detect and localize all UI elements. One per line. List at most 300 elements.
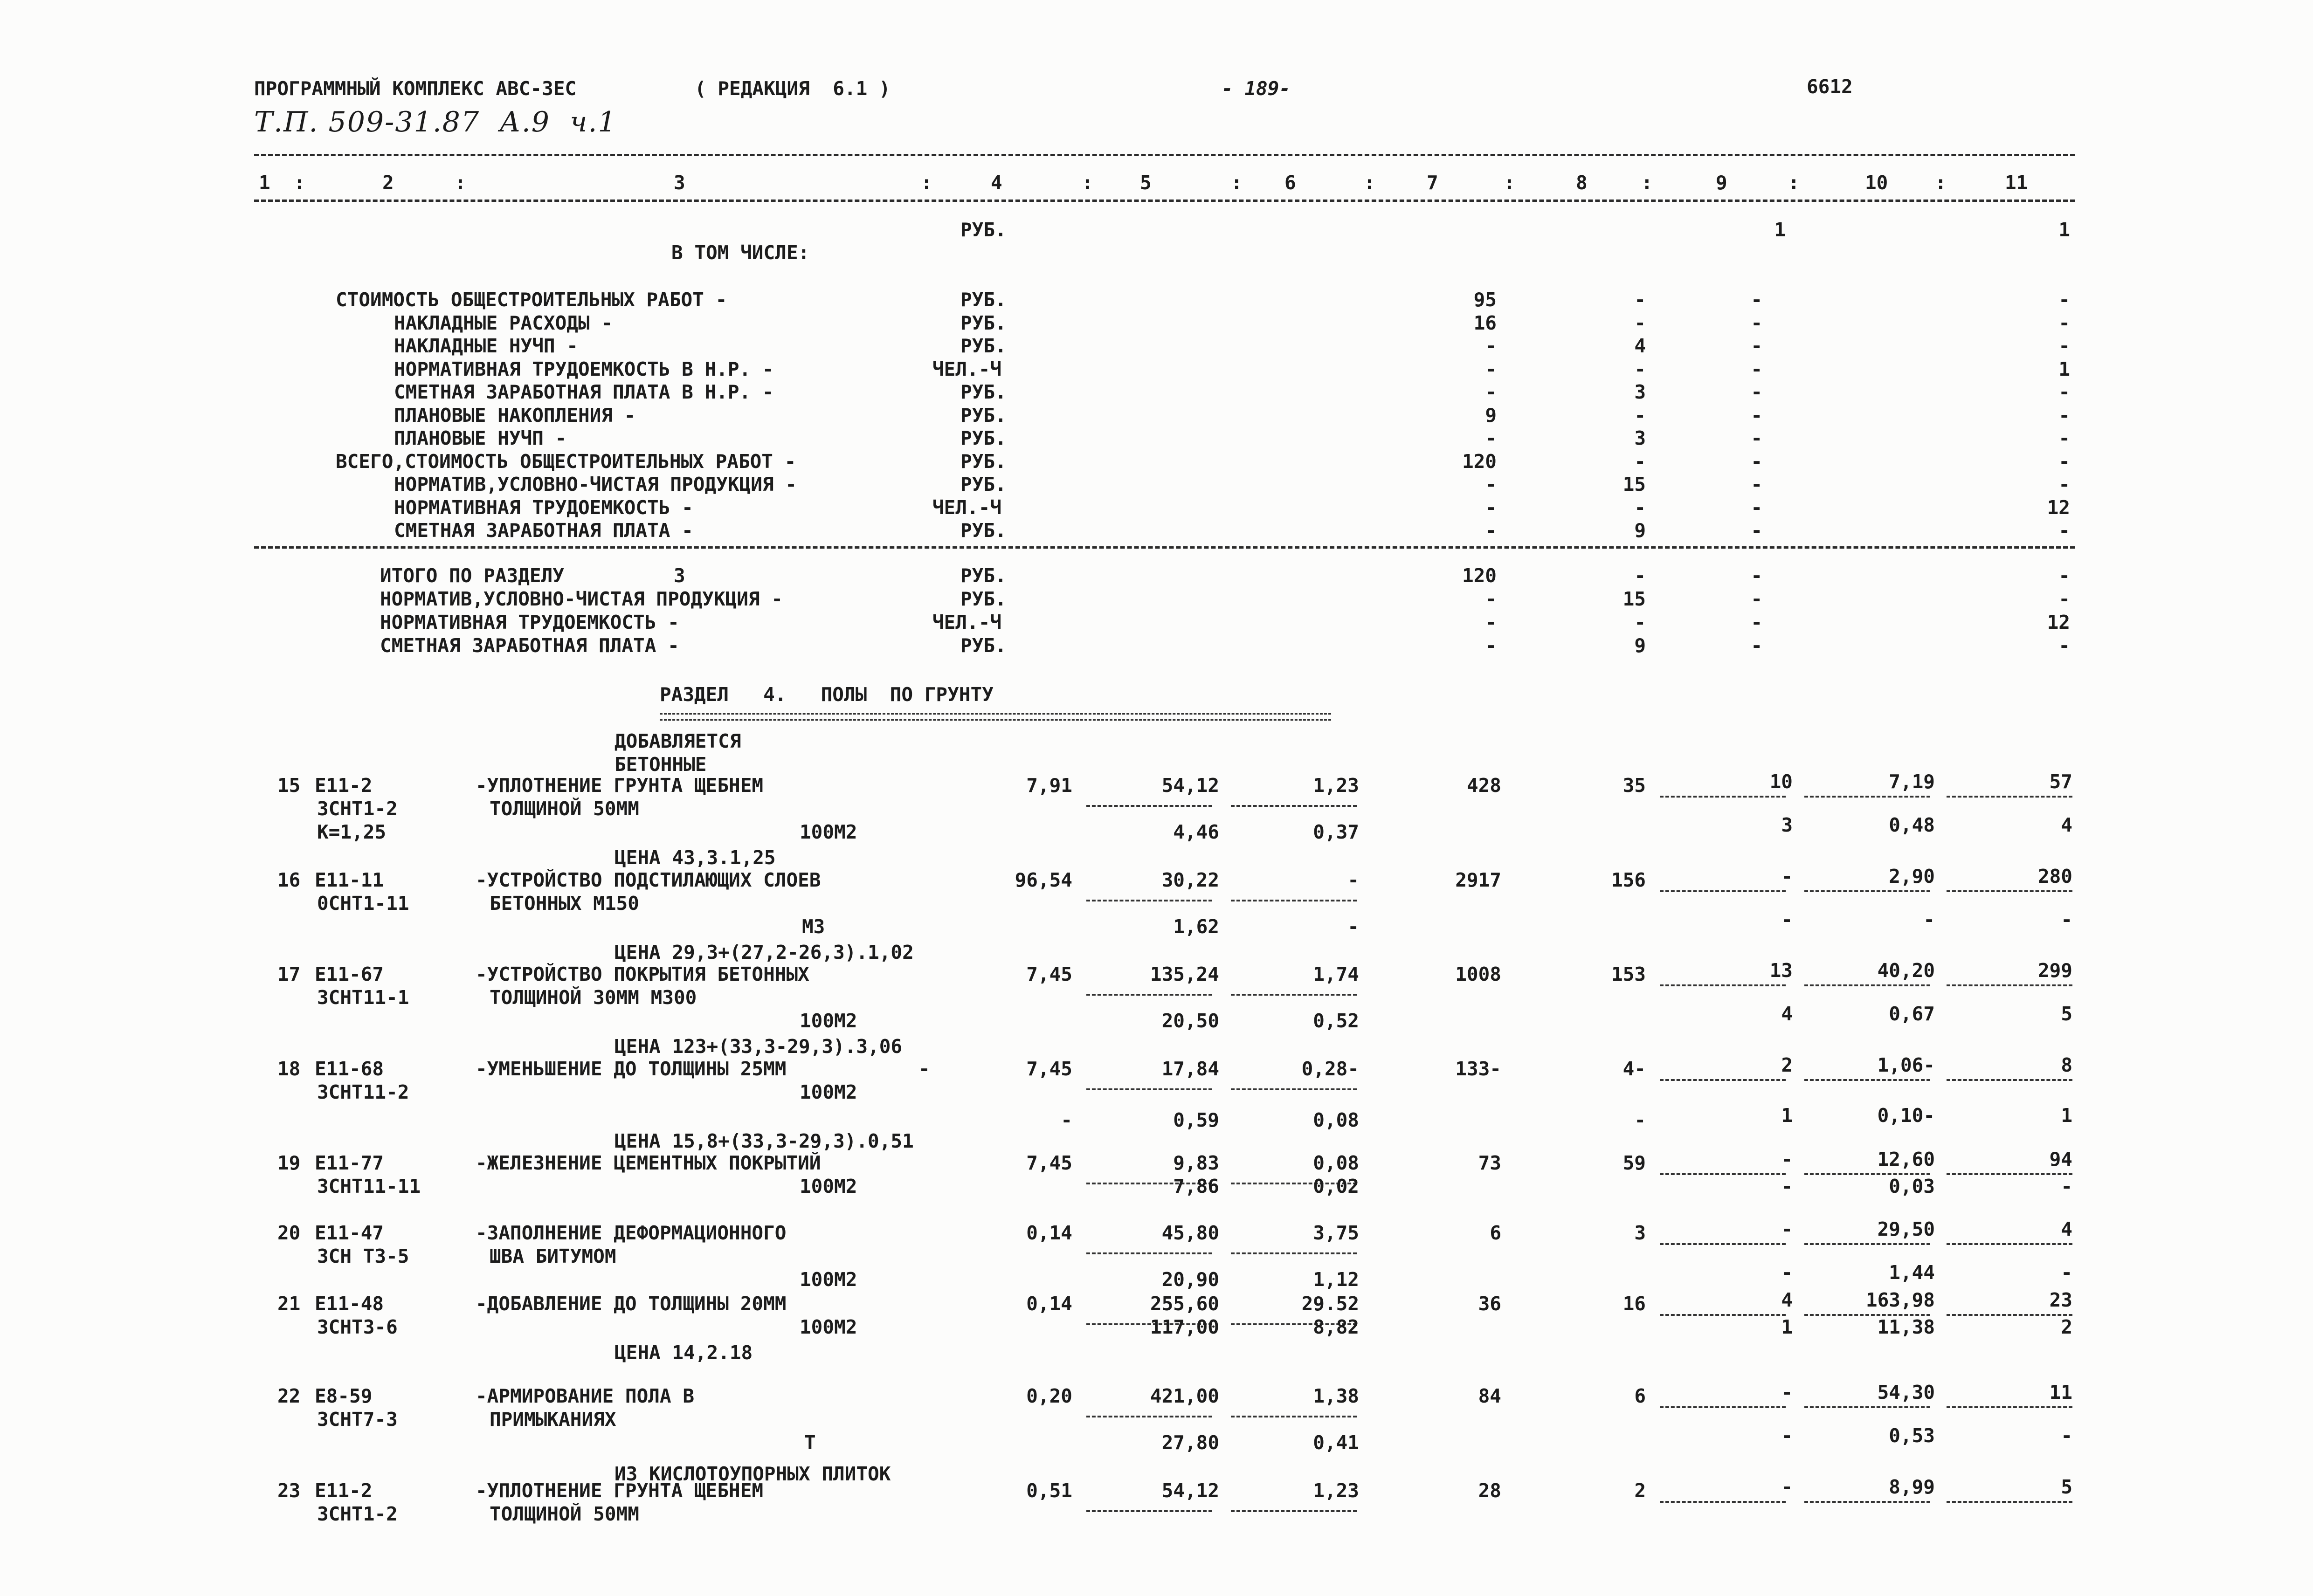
summary-label: СМЕТНАЯ ЗАРАБОТНАЯ ПЛАТА - [394, 519, 693, 542]
entry-c5b: 20,50 [1161, 1010, 1219, 1032]
entry-c11a: 5 [2061, 1476, 2072, 1498]
entry-c8: 4- [1623, 1058, 1646, 1080]
entry-c4: 7,45 [1026, 1058, 1072, 1080]
cell-underline [1086, 1088, 1212, 1090]
summary-c9: - [1751, 381, 1762, 403]
entry-c10b: 11,38 [1877, 1316, 1935, 1338]
summary-unit: РУБ. [960, 289, 1007, 311]
entry-desc: -ЗАПОЛНЕНИЕ ДЕФОРМАЦИОННОГО [476, 1222, 787, 1244]
cell-underline [1231, 805, 1357, 807]
cell-underline [1660, 796, 1786, 798]
entry-unit: 100М2 [800, 1268, 857, 1291]
summary-c9: - [1751, 519, 1762, 542]
entry-price-formula: ЦЕНА 14,2.18 [614, 1341, 753, 1364]
entry-c5a: 17,84 [1161, 1058, 1219, 1080]
entry-c5a: 54,12 [1161, 1479, 1219, 1502]
column-header-6: 6 [1284, 172, 1296, 194]
summary-top-unit: РУБ. [960, 219, 1007, 241]
cell-underline [1947, 1406, 2072, 1408]
acid-tiles-label: ИЗ КИСЛОТОУПОРНЫХ ПЛИТОК [614, 1463, 891, 1485]
handwritten-reference: Т.П. 509-31.87 А.9 ч.1 [254, 106, 617, 138]
entry-number: 23 [277, 1479, 301, 1502]
entry-code: Е11-77 [315, 1152, 384, 1174]
entry-c4: 96,54 [1015, 869, 1072, 891]
column-separator: : [921, 172, 932, 194]
header-bottom-rule [254, 200, 2075, 202]
summary-c7: - [1485, 358, 1497, 380]
column-separator: : [1082, 172, 1093, 194]
cell-underline [1231, 1416, 1357, 1417]
cell-underline [1086, 805, 1212, 807]
entry-c9a: - [1781, 1148, 1793, 1170]
summary-c9: - [1751, 634, 1762, 657]
entry-c6a: 1,23 [1313, 774, 1359, 797]
cell-underline [1660, 1079, 1786, 1081]
entry-c9b: 1 [1781, 1104, 1793, 1127]
entry-c5a: 45,80 [1161, 1222, 1219, 1244]
entry-ref: 3СНТ1-2 [317, 798, 398, 820]
entry-c6a: 0,28- [1301, 1058, 1359, 1080]
cell-underline [1231, 994, 1357, 996]
page-number: - 189- [1222, 77, 1291, 100]
entry-ref: 3СНТ11-11 [317, 1175, 421, 1197]
summary-c8: 3 [1634, 381, 1646, 403]
entry-c10a: 8,99 [1889, 1476, 1935, 1498]
entry-c9a: - [1781, 1381, 1793, 1403]
entry-c4: 7,91 [1026, 774, 1072, 797]
summary-c9: - [1751, 564, 1762, 587]
entry-c10a: 12,60 [1877, 1148, 1935, 1170]
entry-c8: 59 [1623, 1152, 1646, 1174]
cell-underline [1086, 1252, 1212, 1254]
entry-c9a: 4 [1781, 1289, 1793, 1311]
summary-label: НОРМАТИВНАЯ ТРУДОЕМКОСТЬ - [394, 496, 693, 519]
entry-c5b: 27,80 [1161, 1431, 1219, 1454]
entry-c9a: - [1781, 1476, 1793, 1498]
column-header-4: 4 [991, 172, 1002, 194]
entry-c9b: - [1781, 1261, 1793, 1284]
summary-c7: - [1485, 427, 1497, 449]
summary-c11: - [2058, 588, 2070, 610]
entry-c5a: 255,60 [1150, 1293, 1219, 1315]
column-header-11: 11 [2005, 172, 2028, 194]
entry-c4: 0,14 [1026, 1222, 1072, 1244]
column-separator: : [1641, 172, 1653, 194]
summary-c8: - [1634, 564, 1646, 587]
summary-c11: - [2058, 335, 2070, 357]
entry-c8: 156 [1611, 869, 1646, 891]
entry-coefficient: К=1,25 [317, 821, 387, 843]
entry-c10b: 0,10- [1877, 1104, 1935, 1127]
entry-c6b: 8,82 [1313, 1316, 1359, 1338]
summary-c7: 120 [1462, 564, 1497, 587]
entry-desc: -УПЛОТНЕНИЕ ГРУНТА ЩЕБНЕМ [476, 1479, 764, 1502]
summary-unit: РУБ. [960, 404, 1007, 427]
summary-label: НАКЛАДНЫЕ РАСХОДЫ - [394, 311, 613, 334]
column-header-10: 10 [1865, 172, 1888, 194]
summary-c8: - [1634, 404, 1646, 427]
entry-c6b: 0,37 [1313, 821, 1359, 843]
summary-unit: РУБ. [960, 473, 1007, 495]
section-total-rule [254, 546, 2075, 549]
section-4-title: РАЗДЕЛ 4. ПОЛЫ ПО ГРУНТУ [660, 683, 994, 706]
entry-unit: 100М2 [800, 821, 857, 843]
entry-desc-2: ТОЛЩИНОЙ 50ММ [490, 1503, 639, 1525]
entry-c5a: 30,22 [1161, 869, 1219, 891]
concrete-label: БЕТОННЫЕ [614, 753, 707, 776]
summary-c7: 9 [1485, 404, 1497, 427]
cell-underline [1660, 890, 1786, 892]
summary-c7: 16 [1473, 311, 1497, 334]
entry-unit: 100М2 [800, 1081, 857, 1103]
summary-c7: 95 [1473, 289, 1497, 311]
entry-code: Е11-2 [315, 774, 373, 797]
entry-c8: 35 [1623, 774, 1646, 797]
entry-number: 17 [277, 963, 301, 985]
cell-underline [1947, 1501, 2072, 1503]
summary-unit: РУБ. [960, 335, 1007, 357]
entry-c7: 84 [1478, 1385, 1501, 1407]
summary-c9: - [1751, 404, 1762, 427]
summary-c11: 1 [2058, 358, 2070, 380]
entry-c10a: 54,30 [1877, 1381, 1935, 1403]
entry-desc: -УПЛОТНЕНИЕ ГРУНТА ЩЕБНЕМ [476, 774, 764, 797]
summary-c9: - [1751, 427, 1762, 449]
entry-number: 20 [277, 1222, 301, 1244]
summary-c8: 15 [1623, 473, 1646, 495]
column-header-2: 2 [382, 172, 394, 194]
entry-c9a: - [1781, 865, 1793, 887]
summary-unit: РУБ. [960, 381, 1007, 403]
entry-number: 16 [277, 869, 301, 891]
entry-c11a: 4 [2061, 1218, 2072, 1240]
entry-c11a: 299 [2037, 959, 2072, 982]
summary-c11: - [2058, 634, 2070, 657]
entry-price-formula: ЦЕНА 15,8+(33,3-29,3).0,51 [614, 1130, 914, 1152]
entry-number: 18 [277, 1058, 301, 1080]
entry-ref: 3СНТ7-3 [317, 1408, 398, 1431]
entry-c5b: 4,46 [1173, 821, 1219, 843]
cell-underline [1947, 796, 2072, 798]
entry-c6b: - [1347, 915, 1359, 938]
summary-c7: - [1485, 381, 1497, 403]
entry-code: Е11-67 [315, 963, 384, 985]
entry-c6b: 0,52 [1313, 1010, 1359, 1032]
summary-label: ПЛАНОВЫЕ НУЧП - [394, 427, 567, 449]
column-separator: : [1364, 172, 1375, 194]
entry-c9b: 1 [1781, 1316, 1793, 1338]
summary-c11: - [2058, 427, 2070, 449]
summary-label: НОРМАТИВ,УСЛОВНО-ЧИСТАЯ ПРОДУКЦИЯ - [394, 473, 797, 495]
entry-desc-2: ПРИМЫКАНИЯХ [490, 1408, 616, 1431]
entry-c11b: - [2061, 908, 2072, 931]
entry-c8: 153 [1611, 963, 1646, 985]
entry-c11a: 280 [2037, 865, 2072, 887]
entry-ref: 3СНТ1-2 [317, 1503, 398, 1525]
entry-desc: -АРМИРОВАНИЕ ПОЛА В [476, 1385, 694, 1407]
entry-c11a: 11 [2049, 1381, 2072, 1403]
cell-underline [1086, 1510, 1212, 1512]
entry-c5b: 20,90 [1161, 1268, 1219, 1291]
summary-c8: 9 [1634, 634, 1646, 657]
entry-c5b: 0,59 [1173, 1109, 1219, 1131]
entry-number: 21 [277, 1293, 301, 1315]
summary-label: ВСЕГО,СТОИМОСТЬ ОБЩЕСТРОИТЕЛЬНЫХ РАБОТ - [336, 450, 796, 473]
entry-unit: 100М2 [800, 1010, 857, 1032]
entry-ref: 3СНТ11-1 [317, 986, 409, 1009]
entry-c8: 3 [1634, 1222, 1646, 1244]
cell-underline [1231, 1510, 1357, 1512]
summary-c8: - [1634, 496, 1646, 519]
summary-label: НОРМАТИВНАЯ ТРУДОЕМКОСТЬ В Н.Р. - [394, 358, 774, 380]
cell-underline [1660, 1501, 1786, 1503]
summary-c11: - [2058, 381, 2070, 403]
entry-ref: 0СНТ1-11 [317, 892, 409, 915]
entry-c7: 1008 [1455, 963, 1501, 985]
summary-c11: 12 [2047, 496, 2070, 519]
summary-c9: - [1751, 358, 1762, 380]
entry-c7: 428 [1466, 774, 1501, 797]
entry-c9b: 4 [1781, 1003, 1793, 1025]
entry-c10a: 29,50 [1877, 1218, 1935, 1240]
summary-c8: - [1634, 450, 1646, 473]
summary-c8: 4 [1634, 335, 1646, 357]
entry-c11b: 5 [2061, 1003, 2072, 1025]
cell-underline [1660, 1173, 1786, 1175]
column-header-5: 5 [1140, 172, 1152, 194]
entry-c9a: - [1781, 1218, 1793, 1240]
entry-c11a: 57 [2049, 770, 2072, 793]
cell-underline [1086, 994, 1212, 996]
entry-c10b: 0,48 [1889, 814, 1935, 836]
cell-underline [1804, 1501, 1930, 1503]
entry-c6b: 0,08 [1313, 1109, 1359, 1131]
entry-c4: 0,20 [1026, 1385, 1072, 1407]
entry-c9a: 2 [1781, 1054, 1793, 1076]
entry-c11a: 8 [2061, 1054, 2072, 1076]
summary-unit: ЧЕЛ.-Ч [932, 496, 1002, 519]
cell-underline [1660, 1243, 1786, 1245]
column-separator: : [1231, 172, 1243, 194]
summary-c8: - [1634, 358, 1646, 380]
summary-c7: - [1485, 634, 1497, 657]
summary-unit: РУБ. [960, 427, 1007, 449]
summary-unit: РУБ. [960, 634, 1007, 657]
summary-c11: - [2058, 473, 2070, 495]
entry-code: Е11-48 [315, 1293, 384, 1315]
summary-unit: РУБ. [960, 450, 1007, 473]
entry-number: 15 [277, 774, 301, 797]
entry-c5a: 9,83 [1173, 1152, 1219, 1174]
summary-c9: - [1751, 450, 1762, 473]
entry-c6b: 0,41 [1313, 1431, 1359, 1454]
cell-underline [1804, 1079, 1930, 1081]
entry-c5b: 7,86 [1173, 1175, 1219, 1197]
cell-underline [1947, 1079, 2072, 1081]
column-separator: : [294, 172, 305, 194]
summary-top-c9: 1 [1774, 219, 1786, 241]
entry-c6a: 0,08 [1313, 1152, 1359, 1174]
entry-c10a: 163,98 [1865, 1289, 1935, 1311]
column-separator: : [455, 172, 466, 194]
entry-desc-2: ТОЛЩИНОЙ 30ММ М300 [490, 986, 697, 1009]
entry-desc: -УСТРОЙСТВО ПОКРЫТИЯ БЕТОННЫХ [476, 963, 809, 985]
entry-c5a: 54,12 [1161, 774, 1219, 797]
summary-c7: 120 [1462, 450, 1497, 473]
cell-underline [1660, 1314, 1786, 1316]
summary-c11: - [2058, 450, 2070, 473]
summary-c11: - [2058, 519, 2070, 542]
entry-c10b: 0,53 [1889, 1424, 1935, 1447]
entry-c6a: 3,75 [1313, 1222, 1359, 1244]
entry-c7: 133- [1455, 1058, 1501, 1080]
cell-underline [1947, 890, 2072, 892]
entry-price-formula: ЦЕНА 123+(33,3-29,3).3,06 [614, 1035, 903, 1058]
cell-underline [1804, 1406, 1930, 1408]
column-header-3: 3 [674, 172, 685, 194]
cell-underline [1660, 1406, 1786, 1408]
entry-c11b: 2 [2061, 1316, 2072, 1338]
cell-underline [1231, 900, 1357, 901]
entry-desc: -УСТРОЙСТВО ПОДСТИЛАЮЩИХ СЛОЕВ [476, 869, 821, 891]
entry-c9b: - [1781, 1175, 1793, 1197]
summary-c9: - [1751, 335, 1762, 357]
entry-desc: -ДОБАВЛЕНИЕ ДО ТОЛЩИНЫ 20ММ [476, 1293, 787, 1315]
entry-c8: 6 [1634, 1385, 1646, 1407]
summary-c9: - [1751, 473, 1762, 495]
column-header-9: 9 [1716, 172, 1727, 194]
entry-c8: 2 [1634, 1479, 1646, 1502]
summary-c11: 12 [2047, 611, 2070, 633]
entry-c10a: 2,90 [1889, 865, 1935, 887]
entry-c5b: 117,00 [1150, 1316, 1219, 1338]
entry-c10b: 1,44 [1889, 1261, 1935, 1284]
summary-c7: - [1485, 519, 1497, 542]
summary-c9: - [1751, 611, 1762, 633]
entry-c9a: 10 [1769, 770, 1793, 793]
column-header-1: 1 [259, 172, 270, 194]
entry-c4b: - [1061, 1109, 1072, 1131]
entry-c10a: 7,19 [1889, 770, 1935, 793]
summary-label: СТОИМОСТЬ ОБЩЕСТРОИТЕЛЬНЫХ РАБОТ - [336, 289, 727, 311]
entry-c9a: 13 [1769, 959, 1793, 982]
summary-c11: - [2058, 404, 2070, 427]
entry-number: 19 [277, 1152, 301, 1174]
added-label: ДОБАВЛЯЕТСЯ [614, 730, 741, 752]
summary-label: СМЕТНАЯ ЗАРАБОТНАЯ ПЛАТА В Н.Р. - [394, 381, 774, 403]
entry-unit: М3 [802, 915, 825, 938]
section-total-title: ИТОГО ПО РАЗДЕЛУ [380, 564, 564, 587]
cell-underline [1804, 1243, 1930, 1245]
entry-c11b: 1 [2061, 1104, 2072, 1127]
entry-price-formula: ЦЕНА 43,3.1,25 [614, 846, 776, 869]
entry-c11b: 4 [2061, 814, 2072, 836]
summary-c7: - [1485, 496, 1497, 519]
entry-unit: Т [804, 1431, 816, 1454]
summary-c8: 9 [1634, 519, 1646, 542]
entry-desc: -ЖЕЛЕЗНЕНИЕ ЦЕМЕНТНЫХ ПОКРЫТИЙ [476, 1152, 821, 1174]
entry-c9b: - [1781, 1424, 1793, 1447]
summary-unit: РУБ. [960, 588, 1007, 610]
entry-c8: 16 [1623, 1293, 1646, 1315]
cell-underline [1947, 984, 2072, 986]
entry-c10a: 40,20 [1877, 959, 1935, 982]
summary-label: ПЛАНОВЫЕ НАКОПЛЕНИЯ - [394, 404, 636, 427]
entry-c6b: 0,02 [1313, 1175, 1359, 1197]
entry-c11b: - [2061, 1175, 2072, 1197]
cell-underline [1086, 900, 1212, 901]
section-total-number: 3 [674, 564, 685, 587]
entry-c6a: - [1347, 869, 1359, 891]
entry-c8b: - [1634, 1109, 1646, 1131]
entry-number: 22 [277, 1385, 301, 1407]
program-title: ПРОГРАММНЫЙ КОМПЛЕКС АВС-3ЕС [254, 77, 577, 100]
summary-c8: - [1634, 311, 1646, 334]
entry-c4: 7,45 [1026, 1152, 1072, 1174]
entry-desc-2: ТОЛЩИНОЙ 50ММ [490, 798, 639, 820]
cell-underline [1947, 1173, 2072, 1175]
cell-underline [1804, 984, 1930, 986]
entry-desc-2: БЕТОННЫХ М150 [490, 892, 639, 915]
entry-c10a: 1,06- [1877, 1054, 1935, 1076]
column-separator: : [1504, 172, 1515, 194]
section-4-double-rule [660, 713, 1331, 715]
entry-c10b: 0,67 [1889, 1003, 1935, 1025]
summary-top-c11: 1 [2058, 219, 2070, 241]
entry-code: Е8-59 [315, 1385, 373, 1407]
entry-unit: 100М2 [800, 1175, 857, 1197]
cell-underline [1947, 1243, 2072, 1245]
column-header-8: 8 [1576, 172, 1588, 194]
summary-c9: - [1751, 496, 1762, 519]
document-code: 6612 [1807, 76, 1853, 98]
summary-c9: - [1751, 588, 1762, 610]
summary-c7: - [1485, 611, 1497, 633]
cell-underline [1086, 1416, 1212, 1417]
entry-c11b: - [2061, 1424, 2072, 1447]
entry-c7: 73 [1478, 1152, 1501, 1174]
entry-c10b: - [1923, 908, 1935, 931]
summary-unit: РУБ. [960, 519, 1007, 542]
summary-c9: - [1751, 311, 1762, 334]
entry-desc-dash: - [918, 1058, 930, 1080]
entry-c6a: 29.52 [1301, 1293, 1359, 1315]
entry-c7: 36 [1478, 1293, 1501, 1315]
cell-underline [1660, 984, 1786, 986]
entry-c5a: 135,24 [1150, 963, 1219, 985]
summary-c7: - [1485, 335, 1497, 357]
entry-c11a: 23 [2049, 1289, 2072, 1311]
summary-c11: - [2058, 311, 2070, 334]
summary-c11: - [2058, 564, 2070, 587]
cell-underline [1804, 796, 1930, 798]
entry-code: Е11-2 [315, 1479, 373, 1502]
entry-c6a: 1,23 [1313, 1479, 1359, 1502]
entry-desc-2: ШВА БИТУМОМ [490, 1245, 616, 1267]
summary-label: НОРМАТИВ,УСЛОВНО-ЧИСТАЯ ПРОДУКЦИЯ - [380, 588, 783, 610]
entry-unit: 100М2 [800, 1316, 857, 1338]
section-4-double-rule [660, 719, 1331, 721]
summary-c8: - [1634, 289, 1646, 311]
entry-ref: 3СНТ3-6 [317, 1316, 398, 1338]
entry-c9b: 3 [1781, 814, 1793, 836]
column-separator: : [1788, 172, 1800, 194]
cell-underline [1804, 890, 1930, 892]
summary-c8: 3 [1634, 427, 1646, 449]
entry-ref: 3СНТ11-2 [317, 1081, 409, 1103]
entry-code: Е11-47 [315, 1222, 384, 1244]
entry-c5b: 1,62 [1173, 915, 1219, 938]
